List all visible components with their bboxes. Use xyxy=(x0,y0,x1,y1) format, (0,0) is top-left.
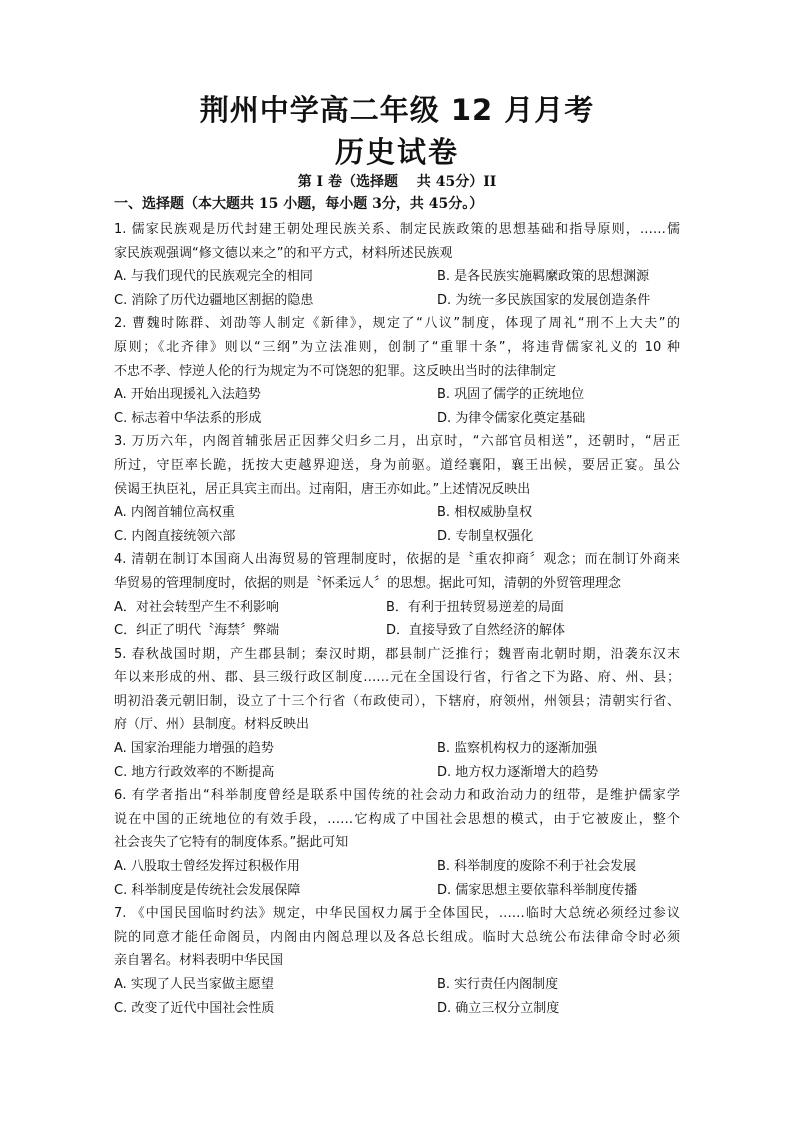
question-4-text-line: 4. 清朝在制订本国商人出海贸易的管理制度时，依据的是〝重农抑商〞观念；而在制订外商来 xyxy=(114,552,680,568)
question-2-option-c[interactable]: C. 标志着中华法系的形成 xyxy=(114,410,262,426)
question-2-text-line: 不忠不孝、悖逆人伦的行为规定为不可饶恕的犯罪。这反映出当时的法律制定 xyxy=(114,363,557,379)
question-6-text-line: 6. 有学者指出“科举制度曾经是联系中国传统的社会动力和政治动力的纽带，是维护儒家学 xyxy=(114,788,680,804)
part-heading: 第 I 卷（选择题 共 45分）II xyxy=(297,174,497,190)
question-1-option-d[interactable]: D. 为统一多民族国家的发展创造条件 xyxy=(437,292,651,308)
question-6-option-a[interactable]: A. 八股取士曾经发挥过积极作用 xyxy=(114,859,300,875)
question-4-option-d[interactable]: D．直接导致了自然经济的解体 xyxy=(386,623,566,639)
question-3-text-line: 3. 万历六年，内阁首辅张居正因葬父归乡二月，出京时，“六部官员相送”，还朝时，“居正 xyxy=(114,434,680,450)
question-1-option-b[interactable]: B. 是各民族实施羁縻政策的思想渊源 xyxy=(437,269,650,285)
question-7 xyxy=(114,902,680,1020)
question-7-option-d[interactable]: D. 确立三权分立制度 xyxy=(437,1000,560,1016)
question-3 xyxy=(114,430,680,548)
question-2-text-line: 2. 曹魏时陈群、刘劭等人制定《新律》，规定了“八议”制度，体现了周礼“刑不上大夫”的 xyxy=(114,316,680,332)
question-2-option-b[interactable]: B. 巩固了儒学的正统地位 xyxy=(437,387,585,403)
question-6-option-d[interactable]: D. 儒家思想主要依靠科举制度传播 xyxy=(437,882,638,898)
question-4-option-c[interactable]: C．纠正了明代〝海禁〞弊端 xyxy=(114,623,280,639)
question-6 xyxy=(114,784,680,902)
question-3-option-c[interactable]: C. 内阁直接统领六部 xyxy=(114,528,236,544)
question-6-text-line: 说在中国的正统地位的有效手段，……它构成了中国社会思想的模式，由于它被废止，整个 xyxy=(114,811,680,827)
question-5-option-d[interactable]: D. 地方权力逐渐增大的趋势 xyxy=(437,764,599,780)
question-4-option-b[interactable]: B．有利于扭转贸易逆差的局面 xyxy=(386,599,564,615)
question-5-option-c[interactable]: C. 地方行政效率的不断提高 xyxy=(114,764,275,780)
question-7-text-line: 院的同意才能任命阁员，内阁由内阁总理以及各总长组成。临时大总统公布法律命令时必须 xyxy=(114,929,680,945)
question-7-option-b[interactable]: B. 实行责任内阁制度 xyxy=(437,977,559,992)
exam-title: 荆州中学高二年级 12 月月考 xyxy=(199,93,595,127)
question-1-option-c[interactable]: C. 消除了历代边疆地区割据的隐患 xyxy=(114,292,314,308)
question-6-option-c[interactable]: C. 科举制度是传统社会发展保障 xyxy=(114,882,301,898)
question-1-text-line: 1. 儒家民族观是历代封建王朝处理民族关系、制定民族政策的思想基础和指导原则，……儒 xyxy=(114,222,680,237)
question-1 xyxy=(114,218,680,312)
question-5-text-line: 5. 春秋战国时期，产生郡县制；秦汉时期，郡县制广泛推行；魏晋南北朝时期，沿袭东汉末 xyxy=(114,646,680,662)
question-2 xyxy=(114,312,680,430)
question-6-text-line: 社会丧失了它特有的制度体系。”据此可知 xyxy=(114,835,349,851)
question-6-option-b[interactable]: B. 科举制度的废除不利于社会发展 xyxy=(437,859,637,875)
question-4-text-line: 华贸易的管理制度时，依据的则是〝怀柔远人〞的思想。据此可知，清朝的外贸管理理念 xyxy=(114,575,622,591)
question-5-option-a[interactable]: A. 国家治理能力增强的趋势 xyxy=(114,741,274,757)
question-7-option-a[interactable]: A. 实现了人民当家做主愿望 xyxy=(114,977,274,992)
exam-subject-title: 历史试卷 xyxy=(334,135,459,169)
question-2-option-d[interactable]: D. 为律令儒家化奠定基础 xyxy=(437,410,586,426)
question-3-text-line: 侯谒王执臣礼，居正具宾主而出。过南阳，唐王亦如此。”上述情况反映出 xyxy=(114,481,531,497)
question-2-option-a[interactable]: A. 开始出现援礼入法趋势 xyxy=(114,387,261,403)
question-7-option-c[interactable]: C. 改变了近代中国社会性质 xyxy=(114,1000,275,1016)
question-3-text-line: 所过，守臣率长跪，抚按大吏越界迎送，身为前驱。道经襄阳，襄王出候，要居正宴。虽公 xyxy=(114,457,680,473)
question-3-option-d[interactable]: D. 专制皇权强化 xyxy=(437,528,534,544)
question-5-text-line: 年以来形成的州、郡、县三级行政区制度……元在全国设行省，行省之下为路、府、州、县； xyxy=(114,670,680,686)
question-1-text-line: 家民族观强调“修文德以来之”的和平方式，材料所述民族观 xyxy=(114,245,453,261)
question-5-text-line: 明初沿袭元朝旧制，设立了十三个行省（布政使司），下辖府，府领州，州领县；清朝实行省、 xyxy=(114,693,680,709)
question-2-text-line: 原则；《北齐律》则以“三纲”为立法准则，创制了“重罪十条”，将违背儒家礼义的 10 种 xyxy=(114,339,680,355)
question-list xyxy=(114,218,680,1020)
question-5 xyxy=(114,643,680,785)
question-4-option-a[interactable]: A．对社会转型产生不利影响 xyxy=(114,599,279,615)
question-5-text-line: 府（厅、州）县制度。材料反映出 xyxy=(114,717,310,733)
question-5-option-b[interactable]: B. 监察机构权力的逐渐加强 xyxy=(437,741,598,757)
section-heading: 一、选择题（本大题共 15 小题，每小题 3分，共 45分。） xyxy=(114,196,484,212)
question-3-option-b[interactable]: B. 相权威胁皇权 xyxy=(437,505,533,521)
question-7-text-line: 亲自署名。材料表明中华民国 xyxy=(114,953,284,969)
question-7-text-line: 7. 《中国民国临时约法》规定，中华民国权力属于全体国民，……临时大总统必须经过参议 xyxy=(114,906,680,922)
question-4 xyxy=(114,548,680,642)
question-1-option-a[interactable]: A. 与我们现代的民族观完全的相同 xyxy=(114,269,313,285)
question-3-option-a[interactable]: A. 内阁首辅位高权重 xyxy=(114,505,235,521)
